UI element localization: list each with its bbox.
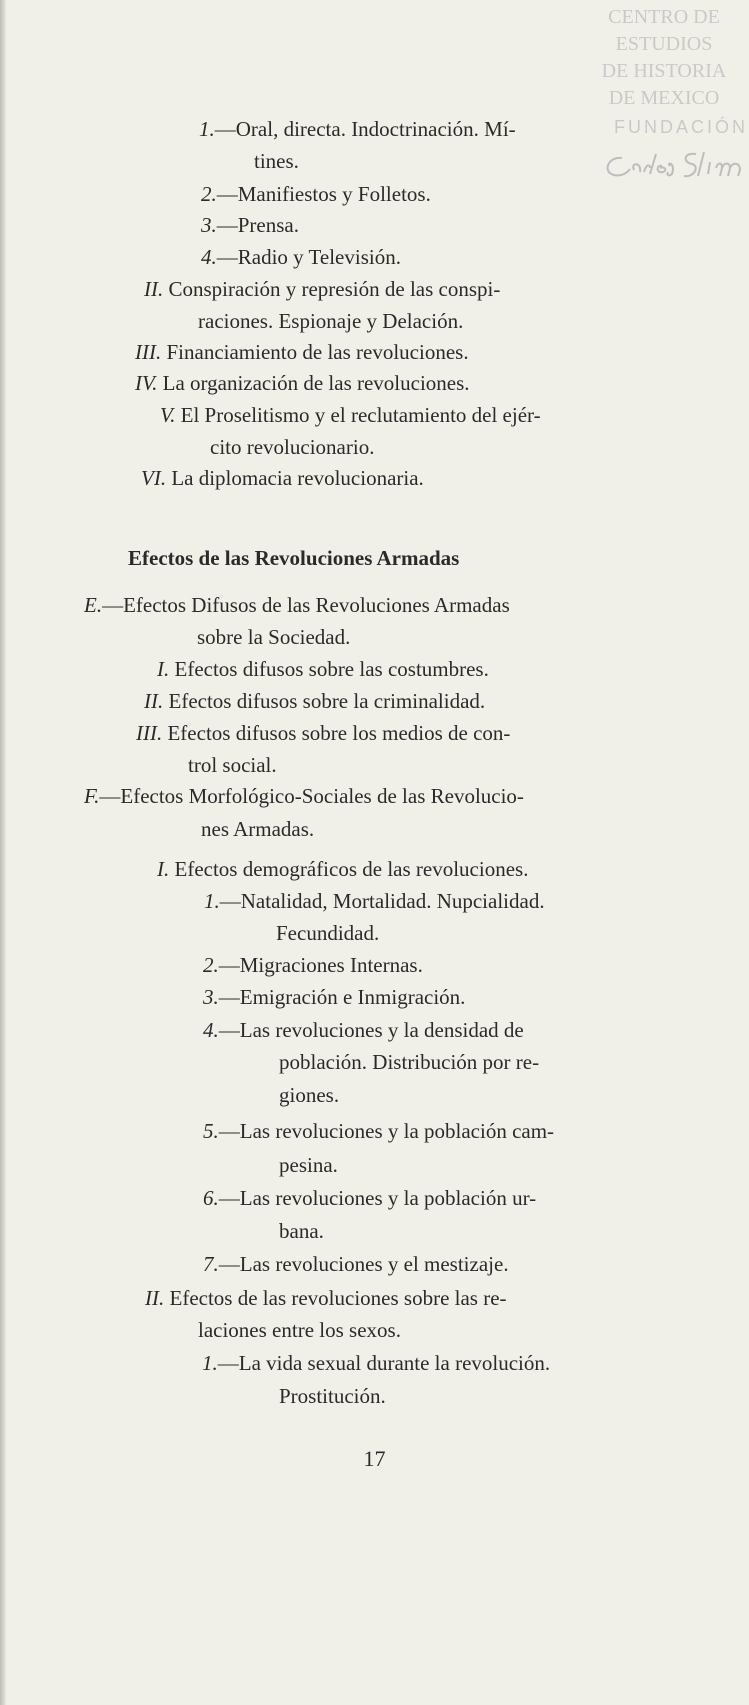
item-text: —Las revoluciones y la densidad de xyxy=(218,1018,524,1042)
list-item-continuation: Prostitución. xyxy=(279,1384,386,1408)
item-text: —Efectos Morfológico-Sociales de las Revolucio- xyxy=(99,784,524,808)
list-item-continuation: cito revolucionario. xyxy=(210,435,375,459)
item-text: La organización de las revoluciones. xyxy=(162,371,470,395)
item-text: Financiamiento de las revoluciones. xyxy=(166,340,469,364)
list-item xyxy=(157,655,489,683)
list-item xyxy=(203,1184,536,1212)
item-number: I. xyxy=(157,657,170,681)
item-number: 1. xyxy=(204,889,220,913)
list-item xyxy=(201,211,299,239)
list-item xyxy=(202,1349,550,1377)
list-item xyxy=(157,855,528,883)
list-item xyxy=(145,1284,507,1312)
watermark-line: ESTUDIOS xyxy=(615,33,713,55)
list-item-continuation: nes Armadas. xyxy=(201,817,315,841)
item-number: 1. xyxy=(199,117,215,141)
list-item-continuation: tines. xyxy=(254,149,299,173)
item-text: —Prensa. xyxy=(216,213,299,237)
item-number: 7. xyxy=(203,1252,219,1276)
item-number: II. xyxy=(144,689,164,713)
item-number: 5. xyxy=(203,1119,219,1143)
watermark-centro-estudios xyxy=(589,4,739,112)
item-number: IV. xyxy=(135,371,158,395)
item-text: El Proselitismo y el reclutamiento del ejér- xyxy=(180,403,541,427)
section-heading: Efectos de las Revoluciones Armadas xyxy=(128,546,460,570)
item-text: —Migraciones Internas. xyxy=(218,953,423,977)
watermark-line: CENTRO DE xyxy=(608,6,720,28)
list-item xyxy=(203,951,423,979)
watermark-fundacion: FUNDACIÓN xyxy=(614,117,748,137)
watermark-line: DE HISTORIA xyxy=(601,60,727,82)
item-number: III. xyxy=(136,721,163,745)
watermark-signature-logo xyxy=(600,148,745,188)
list-item xyxy=(203,1016,524,1044)
item-number: II. xyxy=(145,1286,165,1310)
item-number: 3. xyxy=(201,213,217,237)
list-item-continuation: laciones entre los sexos. xyxy=(198,1318,401,1342)
item-text: La diplomacia revolucionaria. xyxy=(171,466,424,490)
item-number: V. xyxy=(160,403,176,427)
item-text: Efectos difusos sobre la criminalidad. xyxy=(168,689,486,713)
list-item-continuation: población. Distribución por re- xyxy=(279,1050,540,1074)
item-number: II. xyxy=(144,277,164,301)
item-text: —Natalidad, Mortalidad. Nupcialidad. xyxy=(219,889,545,913)
item-text: —Manifiestos y Folletos. xyxy=(216,182,431,206)
page-number: 17 xyxy=(363,1446,386,1471)
list-item-continuation: bana. xyxy=(279,1219,324,1243)
list-item-continuation: trol social. xyxy=(188,753,277,777)
item-text: —Oral, directa. Indoctrinación. Mí- xyxy=(214,117,516,141)
item-number: VI. xyxy=(141,466,167,490)
item-number: 1. xyxy=(202,1351,218,1375)
list-item xyxy=(136,719,510,747)
item-number: E. xyxy=(84,593,103,617)
list-item xyxy=(204,887,545,915)
item-text: —Las revoluciones y el mestizaje. xyxy=(218,1252,509,1276)
list-item xyxy=(144,275,500,303)
item-number: F. xyxy=(84,784,100,808)
list-item xyxy=(84,782,524,810)
list-item-continuation: sobre la Sociedad. xyxy=(197,625,351,649)
list-item-continuation: giones. xyxy=(279,1083,340,1107)
item-number: 4. xyxy=(203,1018,219,1042)
item-number: 2. xyxy=(203,953,219,977)
watermark-line: DE MEXICO xyxy=(608,87,720,109)
item-text: Efectos difusos sobre los medios de con- xyxy=(167,721,511,745)
item-number: 3. xyxy=(203,985,219,1009)
list-item xyxy=(201,180,431,208)
list-item-continuation: raciones. Espionaje y Delación. xyxy=(198,309,464,333)
item-text: —Radio y Televisión. xyxy=(216,245,401,269)
item-number: I. xyxy=(157,857,170,881)
item-text: —Las revoluciones y la población ur- xyxy=(218,1186,537,1210)
item-number: III. xyxy=(135,340,162,364)
item-text: Conspiración y represión de las conspi- xyxy=(168,277,501,301)
list-item xyxy=(201,243,401,271)
list-item xyxy=(203,1250,509,1278)
item-text: Efectos de las revoluciones sobre las re- xyxy=(169,1286,507,1310)
item-number: 4. xyxy=(201,245,217,269)
list-item xyxy=(160,401,541,429)
list-item-continuation: pesina. xyxy=(279,1153,338,1177)
list-item xyxy=(199,115,516,143)
item-text: Efectos demográficos de las revoluciones. xyxy=(174,857,529,881)
list-item-continuation: Fecundidad. xyxy=(276,921,380,945)
list-item xyxy=(144,687,485,715)
item-text: Efectos difusos sobre las costumbres. xyxy=(174,657,489,681)
item-text: —Las revoluciones y la población cam- xyxy=(218,1119,555,1143)
list-item xyxy=(135,338,469,366)
item-number: 2. xyxy=(201,182,217,206)
list-item xyxy=(141,464,424,492)
item-text: —Efectos Difusos de las Revoluciones Armadas xyxy=(102,593,510,617)
list-item xyxy=(203,983,465,1011)
item-text: —La vida sexual durante la revolución. xyxy=(217,1351,551,1375)
item-number: 6. xyxy=(203,1186,219,1210)
list-item xyxy=(84,591,510,619)
item-text: —Emigración e Inmigración. xyxy=(218,985,466,1009)
list-item xyxy=(203,1117,554,1145)
list-item xyxy=(135,369,470,397)
